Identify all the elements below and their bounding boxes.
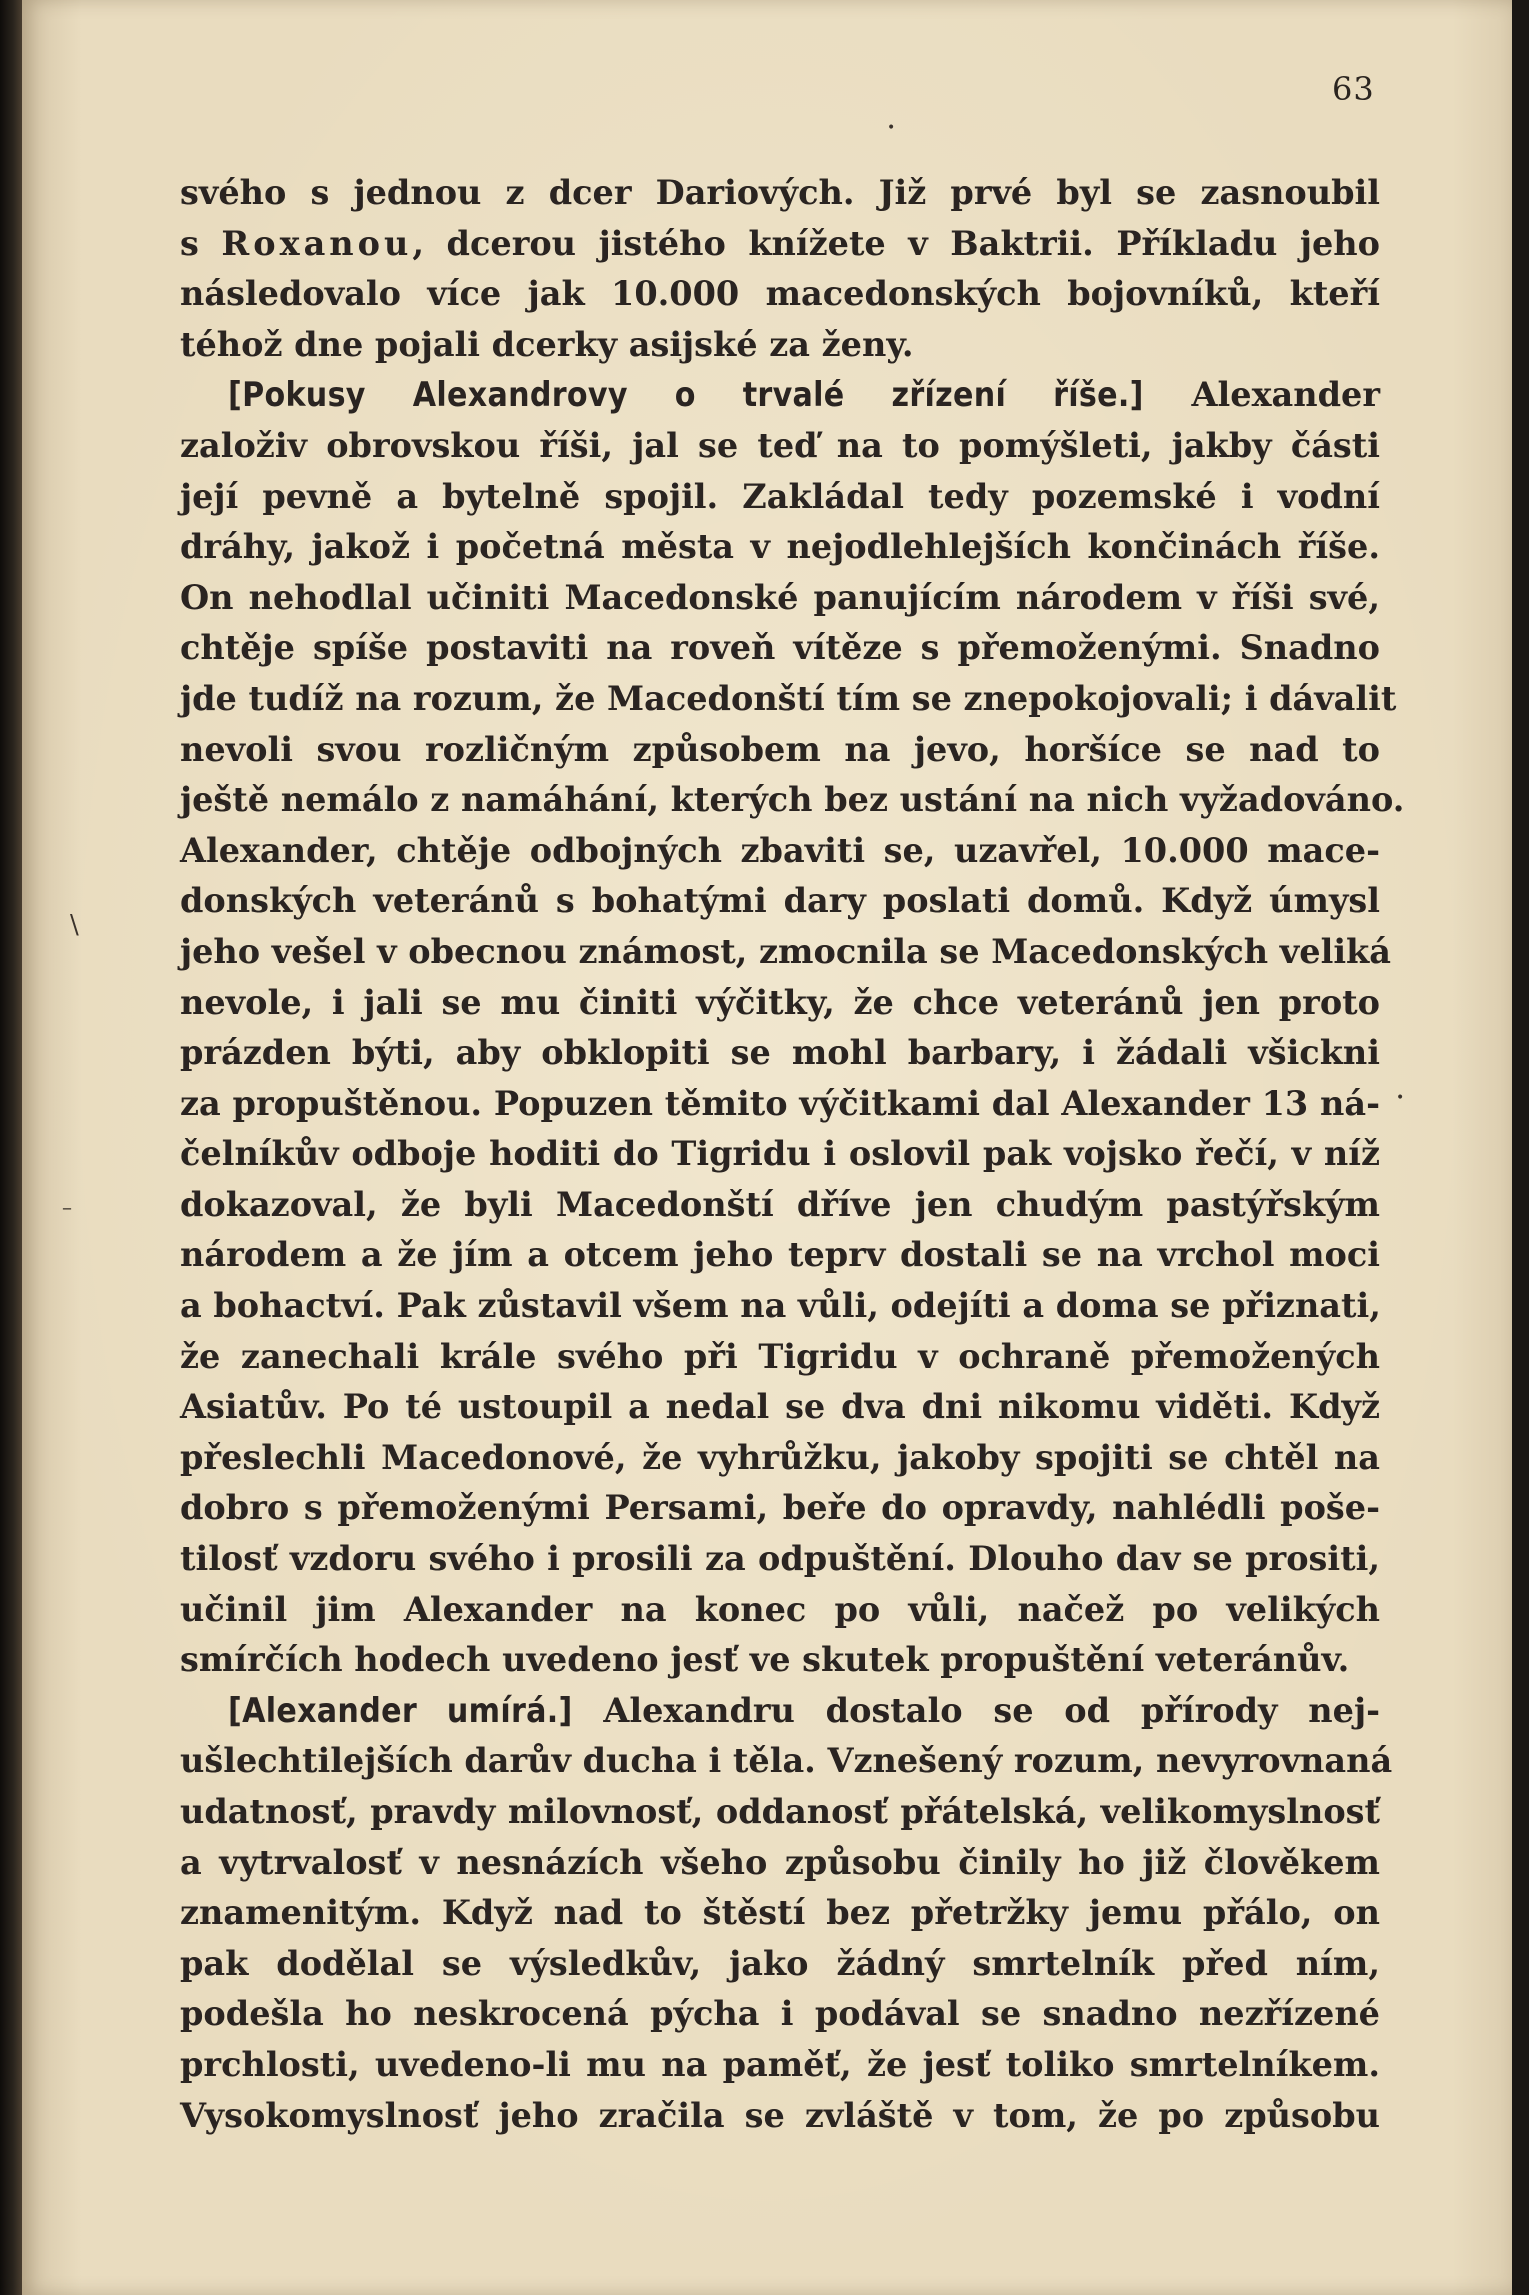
text-line: Alexander, chtěje odbojných zbaviti se, uzavřel, 10.000 mace- [180, 830, 1380, 870]
text-line [180, 219, 1380, 270]
text-line: prázden býti, aby obklopiti se mohl barbary, i žádali všickni [180, 1033, 1380, 1073]
page-number: 63 [1332, 70, 1375, 108]
text-line: ještě nemálo z namáhání, kterých bez ustání na nich vyžadováno. [180, 780, 1405, 820]
line-rest: Alexandru dostalo se od přírody nej- [572, 1690, 1381, 1730]
line-rest: , dcerou jistého knížete v Baktrii. Příkladu jeho [412, 223, 1381, 263]
text-line: udatnosť, pravdy milovnosť, oddanosť přátelská, velikomyslnosť [180, 1792, 1380, 1831]
text-line: dokazoval, že byli Macedonští dříve jen chudým pastýřským [180, 1184, 1380, 1224]
text-line: přeslechli Macedonové, že vyhrůžku, jakoby spojiti se chtěl na [180, 1437, 1380, 1477]
sidenote-heading: [Pokusy Alexandrovy o trvalé zřízení říše.] [228, 375, 1144, 415]
book-spine-edge [0, 0, 22, 2295]
text-line: jde tudíž na rozum, že Macedonští tím se znepokojovali; i dávalit [180, 678, 1397, 718]
text-line: za propuštěnou. Popuzen těmito výčitkami dal Alexander 13 ná- [180, 1083, 1380, 1123]
text-line: jeho vešel v obecnou známost, zmocnila se Macedonských veliká [180, 931, 1391, 971]
print-speck-mark: • [1396, 1090, 1405, 1106]
text-line: čelníkův odboje hoditi do Tigridu i oslovil pak vojsko řečí, v níž [180, 1134, 1380, 1174]
print-speck-mark: • [887, 120, 896, 136]
text-line: národem a že jím a otcem jeho teprv dostali se na vrchol moci [180, 1235, 1380, 1275]
sidenote-heading: [Alexander umírá.] [228, 1690, 573, 1730]
text-line: svého s jednou z dcer Dariových. Již prvé byl se zasnoubil [180, 173, 1380, 212]
text-line: Vysokomyslnosť jeho zračila se zvláště v tom, že po způsobu [180, 2095, 1380, 2135]
text-line: založiv obrovskou říši, jal se teď na to pomýšleti, jakby části [180, 425, 1380, 465]
text-line: že zanechali krále svého při Tigridu v ochraně přemožených [180, 1336, 1380, 1376]
text-line: dráhy, jakož i početná města v nejodlehlejších končinách říše. [180, 527, 1380, 567]
text-line: podešla ho neskrocená pýcha i podával se snadno nezřízené [180, 1994, 1380, 2034]
line-prefix: s [180, 223, 222, 263]
text-line: donských veteránů s bohatými dary poslati domů. Když úmysl [180, 881, 1380, 921]
text-line: nevoli svou rozličným způsobem na jevo, horšíce se nad to [180, 729, 1380, 769]
text-line: pak dodělal se výsledkův, jako žádný smrtelník před ním, [180, 1943, 1380, 1983]
margin-mark: – [62, 1195, 72, 1219]
text-line: Asiatův. Po té ustoupil a nedal se dva dni nikomu viděti. Když [180, 1387, 1380, 1427]
paragraph-start-line [180, 1686, 1380, 1737]
line-rest: Alexander [1143, 375, 1380, 415]
text-line: ušlechtilejších darův ducha i těla. Vznešený rozum, nevyrovnaná [180, 1741, 1393, 1781]
text-line: učinil jim Alexander na konec po vůli, načež po velikých [180, 1589, 1380, 1629]
book-page [22, 0, 1512, 2295]
body-text [180, 168, 1405, 2141]
text-line: On nehodlal učiniti Macedonské panujícím národem v říši své, [180, 577, 1380, 617]
text-line: znamenitým. Když nad to štěstí bez přetržky jemu přálo, on [180, 1893, 1380, 1933]
name-roxana: Roxanou [221, 223, 413, 263]
text-line: chtěje spíše postaviti na roveň vítěze s přemoženými. Snadno [180, 628, 1380, 668]
paragraph-start-line [180, 370, 1380, 421]
text-line: její pevně a bytelně spojil. Zakládal tedy pozemské i vodní [180, 476, 1380, 516]
text-line: následovalo více jak 10.000 macedonských bojovníků, kteří [180, 274, 1380, 314]
text-line: a bohactví. Pak zůstavil všem na vůli, odejíti a doma se přiznati, [180, 1286, 1381, 1326]
margin-mark: \ [70, 910, 79, 940]
text-line: prchlosti, uvedeno-li mu na paměť, že jesť toliko smrtelníkem. [180, 2044, 1380, 2084]
text-line: nevole, i jali se mu činiti výčitky, že chce veteránů jen proto [180, 982, 1380, 1022]
text-line: dobro s přemoženými Persami, beře do opravdy, nahlédli poše- [180, 1488, 1380, 1528]
text-line: tilosť vzdoru svého i prosili za odpuštění. Dlouho dav se prositi, [180, 1539, 1380, 1579]
text-line: smírčích hodech uvedeno jesť ve skutek propuštění veteránův. [180, 1640, 1350, 1680]
text-line: téhož dne pojali dcerky asijské za ženy. [180, 324, 914, 364]
text-line: a vytrvalosť v nesnázích všeho způsobu činily ho již člověkem [180, 1842, 1380, 1882]
